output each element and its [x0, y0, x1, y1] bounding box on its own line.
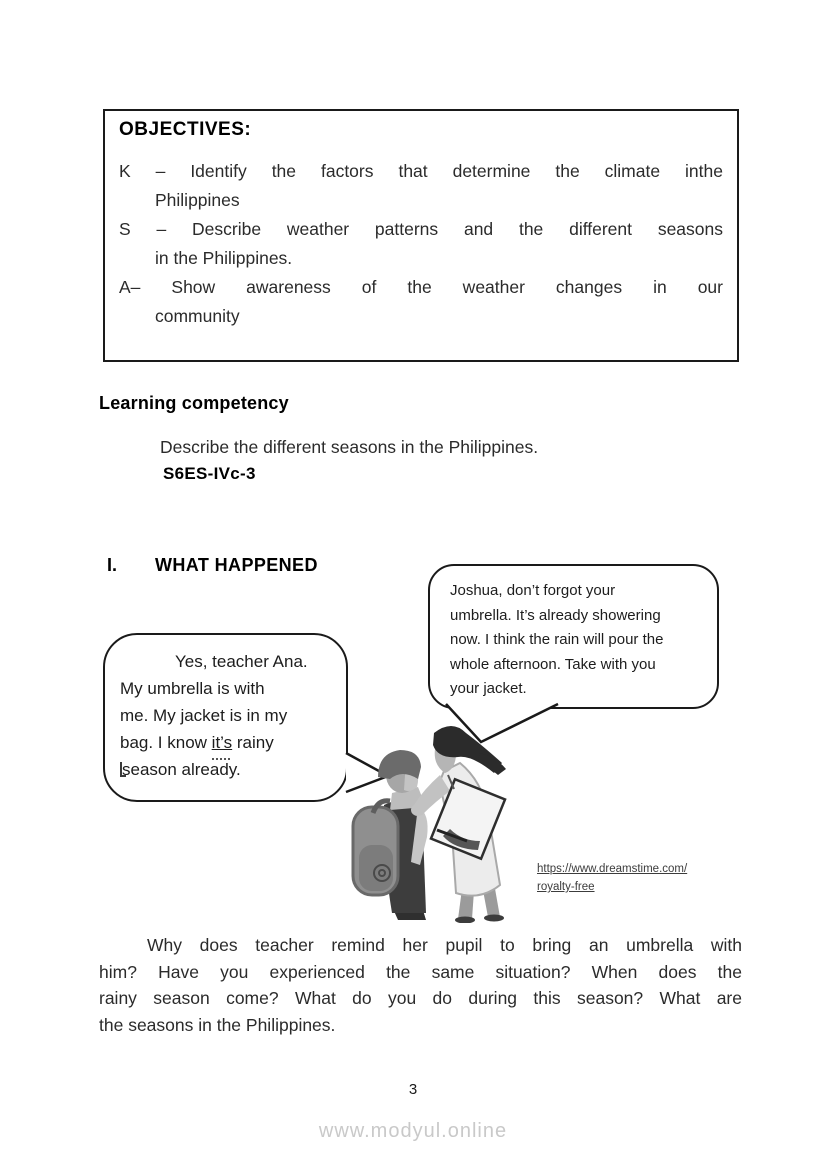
teacher-pupil-image [340, 713, 540, 923]
learning-competency-heading: Learning competency [99, 393, 289, 413]
teacher-pupil-illustration [340, 713, 540, 923]
pupil-speech-line: Yes, teacher Ana. [175, 652, 308, 671]
pupil-speech-bubble [103, 633, 348, 802]
pupil-figure [353, 750, 428, 920]
teacher-speech-line: umbrella. It’s already showering [450, 606, 661, 624]
competency-description: Describe the different seasons in the Philippines. [160, 437, 539, 457]
site-watermark: www.modyul.online [318, 1120, 508, 1142]
teacher-speech-line: now. I think the rain will pour the [450, 631, 664, 648]
objective-s-line2: in the Philippines. [155, 248, 293, 268]
paragraph-line: the seasons in the Philippines. [99, 1014, 336, 1035]
misspelled-word: it’s [212, 729, 232, 756]
teacher-speech-bubble [428, 564, 719, 709]
intro-paragraph [99, 932, 742, 1038]
pupil-speech-line [120, 756, 334, 783]
competency-code: S6ES-IVc-3 [163, 464, 256, 483]
paragraph-line: Why does teacher remind her pupil to bring an umbrella with [147, 935, 742, 955]
section-numeral: I. [107, 555, 118, 575]
pupil-speech-text: season already. [122, 760, 241, 779]
pupil-speech-line [120, 729, 334, 756]
pupil-speech-text: rainy [232, 733, 274, 752]
teacher-speech-line: whole afternoon. Take with you [450, 655, 656, 673]
image-credit-link-line2[interactable]: royalty-free [537, 881, 595, 893]
image-credit-link-line1[interactable]: https://www.dreamstime.com/ [537, 863, 688, 875]
pupil-speech-line: me. My jacket is in my [120, 706, 288, 725]
pupil-speech-text: bag. I know [120, 733, 212, 752]
image-credit [537, 860, 727, 896]
paragraph-line: him? Have you experienced the same situation? When does the [99, 961, 742, 982]
objective-k-line2: Philippines [155, 190, 240, 210]
objective-s-line1: S – Describe weather patterns and the different seasons [119, 219, 723, 239]
page-number: 3 [408, 1081, 418, 1098]
teacher-speech-line: Joshua, don’t forgot your [450, 582, 616, 599]
pupil-speech-line: My umbrella is with [120, 679, 265, 698]
section-title: WHAT HAPPENED [155, 555, 318, 575]
objective-a-line2: community [155, 306, 240, 326]
objective-k-line1: K – Identify the factors that determine the climate inthe [119, 161, 723, 181]
objectives-title: OBJECTIVES: [119, 119, 252, 140]
objectives-box [103, 109, 739, 362]
teacher-speech-line: your jacket. [450, 680, 527, 697]
paragraph-line: rainy season come? What do you do during this season? What are [99, 988, 742, 1008]
objective-a-line1: A– Show awareness of the weather changes in our [119, 277, 723, 297]
